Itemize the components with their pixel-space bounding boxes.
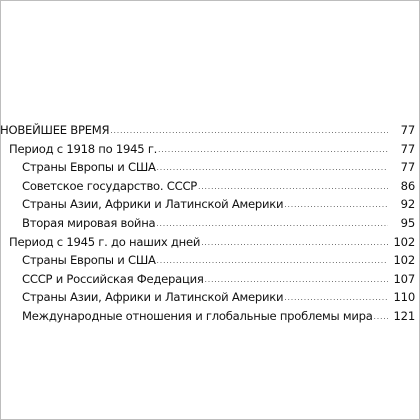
- toc-entry-title: Страны Азии, Африки и Латинской Америки: [22, 197, 284, 212]
- toc-entry-chapter[interactable]: [0, 177, 420, 196]
- toc-entry-chapter[interactable]: [0, 270, 420, 289]
- toc-entry-title: Страны Европы и США: [22, 253, 156, 268]
- toc-entry-page: 95: [400, 215, 415, 230]
- toc-entry-page: 77: [400, 160, 415, 175]
- dot-leader: [284, 289, 388, 308]
- table-of-contents: [0, 121, 420, 326]
- toc-entry-page: 110: [393, 290, 415, 305]
- toc-entry-section[interactable]: [0, 121, 420, 140]
- toc-entry-page: 77: [400, 123, 415, 137]
- dot-leader: [205, 271, 388, 290]
- toc-entry-title: Вторая мировая война: [22, 215, 156, 230]
- toc-entry-page: 92: [400, 197, 415, 212]
- toc-entry-title: Период с 1945 г. до наших дней: [9, 234, 201, 249]
- toc-entry-chapter[interactable]: [0, 307, 420, 326]
- toc-entry-title: Страны Азии, Африки и Латинской Америки: [22, 290, 284, 305]
- toc-entry-period[interactable]: [0, 233, 420, 252]
- toc-entry-title: Период с 1918 по 1945 г.: [9, 141, 158, 156]
- toc-entry-chapter[interactable]: [0, 158, 420, 177]
- toc-entry-chapter[interactable]: [0, 251, 420, 270]
- toc-entry-page: 102: [393, 234, 415, 249]
- toc-entry-page: 107: [393, 271, 415, 286]
- toc-entry-chapter[interactable]: [0, 288, 420, 307]
- toc-entry-period[interactable]: [0, 140, 420, 159]
- toc-entry-chapter[interactable]: [0, 214, 420, 233]
- dot-leader: [158, 141, 388, 160]
- toc-entry-page: 121: [393, 308, 415, 323]
- toc-entry-page: 77: [400, 141, 415, 156]
- toc-entry-title: СССР и Российская Федерация: [22, 271, 204, 286]
- dot-leader: [110, 122, 388, 141]
- toc-entry-page: 102: [393, 253, 415, 268]
- toc-entry-title: НОВЕЙШЕЕ ВРЕМЯ: [0, 123, 110, 137]
- dot-leader: [201, 234, 388, 253]
- dot-leader: [284, 196, 388, 215]
- dot-leader: [157, 159, 388, 178]
- toc-entry-title: Страны Европы и США: [22, 160, 156, 175]
- dot-leader: [156, 215, 388, 234]
- dot-leader: [198, 178, 388, 197]
- toc-entry-page: 86: [400, 178, 415, 193]
- dot-leader: [157, 252, 388, 271]
- dot-leader: [374, 308, 388, 327]
- toc-entry-chapter[interactable]: [0, 195, 420, 214]
- toc-entry-title: Международные отношения и глобальные проблемы мира: [22, 308, 373, 323]
- toc-entry-title: Советское государство. СССР: [22, 178, 198, 193]
